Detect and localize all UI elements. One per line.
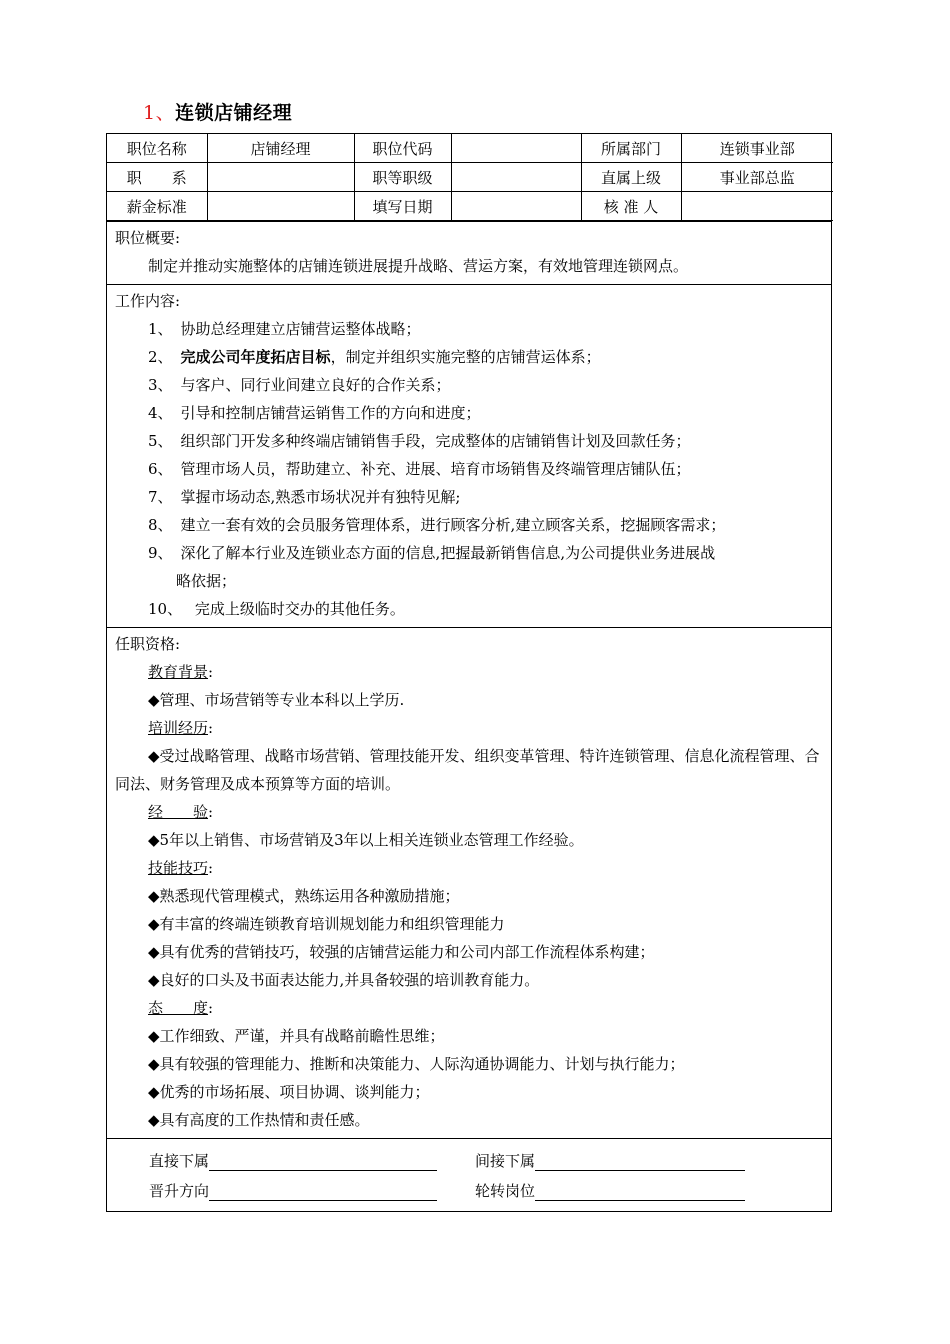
title-text: 连锁店铺经理	[175, 102, 293, 124]
duty-number: 1、	[148, 320, 173, 338]
qualification-bullet: ◆良好的口头及书面表达能力,并具备较强的培训教育能力。	[148, 971, 540, 989]
qualification-bullet: ◆受过战略管理、战略市场营销、管理技能开发、组织变革管理、特许连锁管理、信息化流程管理、合同法、财务管理及成本预算等方面的培训。	[115, 747, 820, 793]
qualification-bullet: ◆具有高度的工作热情和责任感。	[148, 1111, 370, 1129]
value-job-family	[207, 163, 354, 192]
value-grade	[451, 163, 581, 192]
qualification-bullet: ◆有丰富的终端连锁教育培训规划能力和组织管理能力	[148, 915, 505, 933]
qualification-heading-colon: :	[208, 999, 214, 1017]
promotion-path-label: 晋升方向	[149, 1181, 210, 1200]
duty-item	[115, 595, 823, 623]
header-table	[107, 134, 833, 221]
value-position-code	[451, 134, 581, 163]
overview-text: 制定并推动实施整体的店铺连锁进展提升战略、营运方案，有效地管理连锁网点。	[148, 257, 689, 275]
label-position-code: 职位代码	[354, 134, 451, 163]
rotation-position-line[interactable]	[535, 1182, 745, 1201]
qualification-heading	[115, 854, 823, 882]
value-position-name: 店铺经理	[207, 134, 354, 163]
duty-number: 4、	[148, 404, 173, 422]
qualification-heading-text: 培训经历	[148, 719, 209, 737]
qualification-bullet: ◆管理、市场营销等专业本科以上学历.	[148, 691, 405, 709]
label-department: 所属部门	[581, 134, 681, 163]
direct-subordinate-line[interactable]	[209, 1152, 437, 1171]
label-position-name: 职位名称	[107, 134, 207, 163]
duty-text: 组织部门开发多种终端店铺销售手段，完成整体的店铺销售计划及回款任务；	[180, 432, 691, 450]
rotation-position-label: 轮转岗位	[475, 1181, 536, 1200]
duty-text: ，制定并组织实施完整的店铺营运体系；	[330, 348, 601, 366]
label-supervisor: 直属上级	[581, 163, 681, 192]
value-approver	[681, 192, 833, 221]
duty-text: 与客户、同行业间建立良好的合作关系；	[180, 376, 451, 394]
title-number: 1、	[143, 102, 176, 124]
duty-item	[115, 343, 823, 371]
footer-row-2	[149, 1175, 831, 1205]
value-fill-date	[451, 192, 581, 221]
duty-text-continued: 略依据；	[176, 572, 237, 590]
header-row-2	[107, 163, 833, 192]
duty-text: 深化了解本行业及连锁业态方面的信息,把握最新销售信息,为公司提供业务进展战	[180, 544, 716, 562]
qualification-heading-text: 态 度	[148, 999, 209, 1017]
direct-subordinate-label: 直接下属	[149, 1151, 210, 1170]
duty-item	[115, 399, 823, 427]
direct-subordinate	[149, 1150, 475, 1171]
qualifications-label: 任职资格:	[115, 635, 181, 653]
label-fill-date: 填写日期	[354, 192, 451, 221]
qualification-heading	[115, 714, 823, 742]
label-approver: 核 准 人	[581, 192, 681, 221]
qualification-heading-colon: :	[208, 719, 214, 737]
qualification-bullet: ◆工作细致、严谨，并具有战略前瞻性思维；	[148, 1027, 445, 1045]
indirect-subordinate-line[interactable]	[535, 1152, 745, 1171]
duty-number: 7、	[148, 488, 173, 506]
duty-list	[115, 315, 823, 623]
qualifications-section	[107, 627, 831, 1138]
document-title	[143, 98, 292, 125]
duty-text: 完成上级临时交办的其他任务。	[190, 600, 405, 618]
promotion-path	[149, 1180, 475, 1201]
qualification-heading	[115, 994, 823, 1022]
duty-item	[115, 483, 823, 511]
duty-item	[115, 455, 823, 483]
duty-text: 引导和控制店铺营运销售工作的方向和进度；	[180, 404, 481, 422]
overview-label: 职位概要:	[115, 229, 181, 247]
qualification-bullet: ◆优秀的市场拓展、项目协调、谈判能力；	[148, 1083, 430, 1101]
qualification-bullet: ◆具有优秀的营销技巧，较强的店铺营运能力和公司内部工作流程体系构建；	[148, 943, 655, 961]
footer-section	[107, 1138, 831, 1211]
indirect-subordinate-label: 间接下属	[475, 1151, 536, 1170]
duty-item	[115, 315, 823, 343]
duties-label: 工作内容:	[115, 292, 181, 310]
duty-number: 5、	[148, 432, 173, 450]
qualification-heading-text: 经 验	[148, 803, 209, 821]
label-salary: 薪金标准	[107, 192, 207, 221]
value-salary	[207, 192, 354, 221]
duties-section	[107, 284, 831, 627]
qualification-heading-text: 教育背景	[148, 663, 209, 681]
value-department: 连锁事业部	[681, 134, 833, 163]
footer-row-1	[149, 1145, 831, 1175]
value-supervisor: 事业部总监	[681, 163, 833, 192]
duty-text: 协助总经理建立店铺营运整体战略；	[180, 320, 421, 338]
rotation-position	[475, 1180, 801, 1201]
indirect-subordinate	[475, 1150, 801, 1171]
duty-text: 建立一套有效的会员服务管理体系，进行顾客分析,建立顾客关系，挖掘顾客需求；	[180, 516, 726, 534]
duty-item	[115, 371, 823, 399]
promotion-path-line[interactable]	[209, 1182, 437, 1201]
job-description-table	[106, 133, 832, 1212]
duty-number: 9、	[148, 544, 173, 562]
qualification-heading-text: 技能技巧	[148, 859, 209, 877]
qualification-heading-colon: :	[208, 859, 214, 877]
duty-item	[115, 511, 823, 539]
header-row-3	[107, 192, 833, 221]
qualification-heading-colon: :	[208, 663, 214, 681]
duty-number: 3、	[148, 376, 173, 394]
duty-item	[115, 539, 823, 595]
header-row-1	[107, 134, 833, 163]
overview-section	[107, 221, 831, 284]
label-grade: 职等职级	[354, 163, 451, 192]
duty-number: 6、	[148, 460, 173, 478]
qualification-bullet: ◆5年以上销售、市场营销及3年以上相关连锁业态管理工作经验。	[148, 831, 584, 849]
duty-number: 8、	[148, 516, 173, 534]
qualification-heading-colon: :	[208, 803, 214, 821]
qualification-bullet: ◆熟悉现代管理模式，熟练运用各种激励措施；	[148, 887, 460, 905]
qualification-heading	[115, 798, 823, 826]
duty-item	[115, 427, 823, 455]
duty-text: 管理市场人员，帮助建立、补充、进展、培育市场销售及终端管理店铺队伍；	[180, 460, 691, 478]
label-job-family: 职 系	[107, 163, 207, 192]
duty-bold-text: 完成公司年度拓店目标	[180, 348, 331, 366]
qualification-bullet: ◆具有较强的管理能力、推断和决策能力、人际沟通协调能力、计划与执行能力；	[148, 1055, 685, 1073]
duty-text: 掌握市场动态,熟悉市场状况并有独特见解;	[180, 488, 461, 506]
duty-number: 2、	[148, 348, 173, 366]
qualification-list	[115, 658, 823, 1134]
duty-number: 10、	[148, 600, 183, 618]
qualification-heading	[115, 658, 823, 686]
